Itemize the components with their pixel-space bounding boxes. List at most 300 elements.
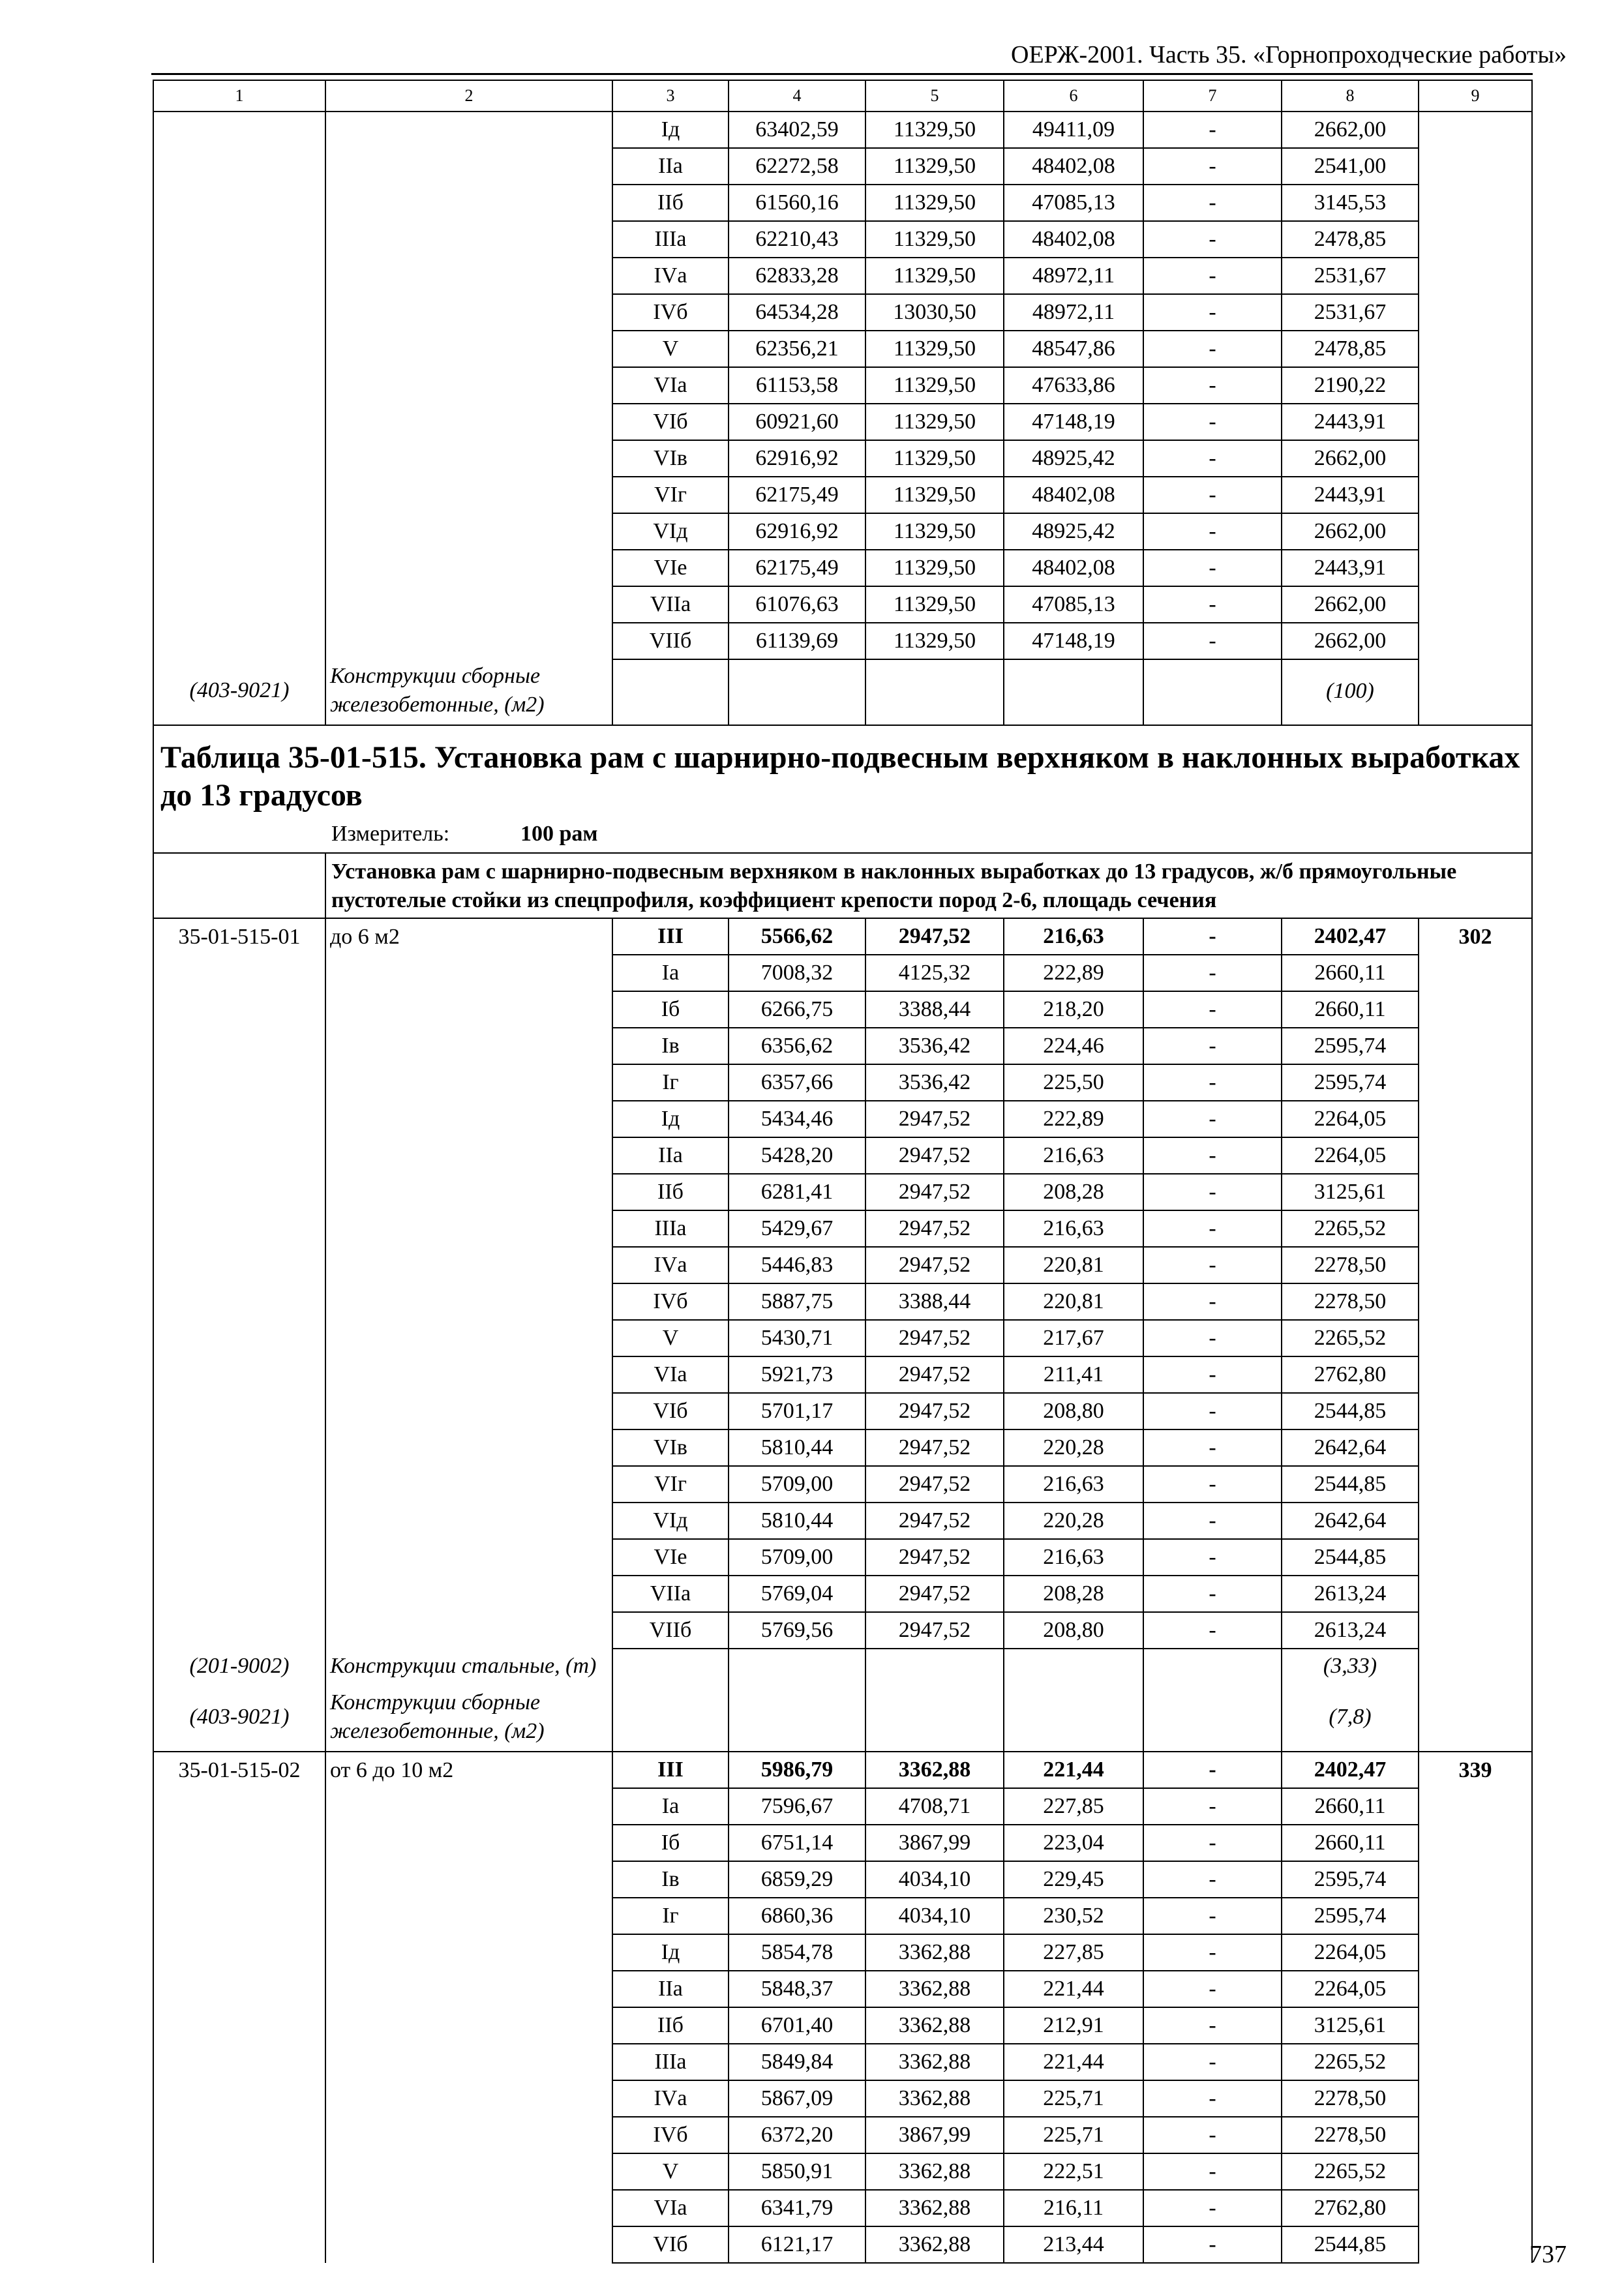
empty-cell — [1419, 513, 1532, 550]
table-row — [153, 1898, 1532, 1934]
machine-cost: 48925,42 — [1004, 513, 1143, 550]
labor-cost: 4125,32 — [865, 955, 1004, 991]
resource-name: Конструкции сборные железобетонные, (м2) — [325, 1686, 612, 1752]
empty-cell — [1419, 955, 1532, 991]
table-row — [153, 185, 1532, 221]
zone-code: IIб — [612, 1174, 729, 1210]
machine-cost: 48972,11 — [1004, 258, 1143, 294]
empty-cell — [1419, 477, 1532, 513]
material-cost: - — [1143, 1576, 1282, 1612]
labor-cost: 13030,50 — [865, 294, 1004, 331]
empty-cell — [1419, 367, 1532, 404]
zone-code: IVа — [612, 258, 729, 294]
empty-cell — [153, 1612, 325, 1649]
material-cost: - — [1143, 1612, 1282, 1649]
labor-hours: 2662,00 — [1282, 586, 1419, 623]
empty-cell — [1143, 1686, 1282, 1752]
labor-hours: 2278,50 — [1282, 2117, 1419, 2153]
column-number: 4 — [729, 80, 865, 112]
zone-code: VIIа — [612, 586, 729, 623]
total-cost: 5709,00 — [729, 1466, 865, 1503]
labor-cost: 11329,50 — [865, 623, 1004, 659]
labor-hours: 2402,47 — [1282, 918, 1419, 955]
zone-code: Iв — [612, 1861, 729, 1898]
material-cost: - — [1143, 2044, 1282, 2080]
zone-code: VIв — [612, 440, 729, 477]
labor-cost: 3362,88 — [865, 2080, 1004, 2117]
table-row — [153, 1393, 1532, 1429]
material-cost: - — [1143, 550, 1282, 586]
zone-code: III — [612, 1752, 729, 1788]
zone-code: Iб — [612, 991, 729, 1028]
labor-hours: 2662,00 — [1282, 623, 1419, 659]
empty-cell — [325, 2226, 612, 2263]
material-cost: - — [1143, 1356, 1282, 1393]
labor-hours: 2264,05 — [1282, 1137, 1419, 1174]
labor-hours: 2265,52 — [1282, 2044, 1419, 2080]
machine-cost: 217,67 — [1004, 1320, 1143, 1356]
total-cost: 62175,49 — [729, 477, 865, 513]
total-cost: 62272,58 — [729, 148, 865, 185]
empty-cell — [325, 2080, 612, 2117]
empty-cell — [1419, 991, 1532, 1028]
total-cost: 6859,29 — [729, 1861, 865, 1898]
labor-hours: 2265,52 — [1282, 1210, 1419, 1247]
labor-hours: 2544,85 — [1282, 1539, 1419, 1576]
empty-cell — [153, 1247, 325, 1283]
empty-cell — [1419, 440, 1532, 477]
empty-cell — [153, 1971, 325, 2007]
zone-code: IIIа — [612, 2044, 729, 2080]
empty-cell — [1419, 1649, 1532, 1686]
empty-cell — [612, 1686, 729, 1752]
machine-cost: 216,63 — [1004, 1466, 1143, 1503]
total-cost: 62356,21 — [729, 331, 865, 367]
table-row — [153, 586, 1532, 623]
zone-code: VIг — [612, 1466, 729, 1503]
empty-cell — [1419, 185, 1532, 221]
labor-hours: 2762,80 — [1282, 1356, 1419, 1393]
machine-cost: 227,85 — [1004, 1934, 1143, 1971]
machine-cost: 220,81 — [1004, 1283, 1143, 1320]
material-cost: - — [1143, 1174, 1282, 1210]
empty-cell — [1419, 1539, 1532, 1576]
empty-cell — [325, 1503, 612, 1539]
zone-code: VIг — [612, 477, 729, 513]
labor-hours: 2443,91 — [1282, 550, 1419, 586]
empty-cell — [1419, 2007, 1532, 2044]
material-cost: - — [1143, 1247, 1282, 1283]
total-cost: 5429,67 — [729, 1210, 865, 1247]
resource-value: (3,33) — [1282, 1649, 1419, 1686]
zone-code: V — [612, 2153, 729, 2190]
total-cost: 5810,44 — [729, 1503, 865, 1539]
zone-code: VIа — [612, 367, 729, 404]
labor-hours: 3145,53 — [1282, 185, 1419, 221]
material-cost: - — [1143, 1971, 1282, 2007]
table-row — [153, 1861, 1532, 1898]
total-cost: 6341,79 — [729, 2190, 865, 2226]
empty-cell — [1419, 1429, 1532, 1466]
machine-cost: 48547,86 — [1004, 331, 1143, 367]
zone-code: VIа — [612, 2190, 729, 2226]
measure-label: Измеритель: — [331, 822, 450, 846]
empty-cell — [153, 1898, 325, 1934]
rate-code: 35-01-515-01 — [153, 918, 325, 955]
resource-name: Конструкции стальные, (т) — [325, 1649, 612, 1686]
machine-cost: 224,46 — [1004, 1028, 1143, 1064]
labor-cost: 11329,50 — [865, 550, 1004, 586]
empty-cell — [1419, 1283, 1532, 1320]
empty-cell — [325, 1788, 612, 1825]
empty-cell — [1419, 112, 1532, 148]
total-cost: 6701,40 — [729, 2007, 865, 2044]
empty-cell — [1419, 1788, 1532, 1825]
total-cost: 61076,63 — [729, 586, 865, 623]
resource-code: (201-9002) — [153, 1649, 325, 1686]
resource-value: (7,8) — [1282, 1686, 1419, 1752]
labor-cost: 3362,88 — [865, 2007, 1004, 2044]
material-cost: - — [1143, 1393, 1282, 1429]
zone-code: VIб — [612, 1393, 729, 1429]
empty-cell — [1419, 1934, 1532, 1971]
machine-cost: 221,44 — [1004, 2044, 1143, 2080]
empty-cell — [612, 659, 729, 725]
empty-cell — [325, 1028, 612, 1064]
header-rule — [151, 73, 1533, 75]
labor-cost: 2947,52 — [865, 1210, 1004, 1247]
material-cost: - — [1143, 918, 1282, 955]
empty-cell — [153, 2153, 325, 2190]
empty-cell — [325, 513, 612, 550]
labor-cost: 3867,99 — [865, 1825, 1004, 1861]
material-cost: - — [1143, 2190, 1282, 2226]
empty-cell — [1419, 221, 1532, 258]
empty-cell — [1419, 1825, 1532, 1861]
labor-hours: 3125,61 — [1282, 1174, 1419, 1210]
extra-code: 339 — [1419, 1752, 1532, 1788]
zone-code: IVб — [612, 294, 729, 331]
material-cost: - — [1143, 294, 1282, 331]
labor-hours: 2662,00 — [1282, 440, 1419, 477]
labor-hours: 2642,64 — [1282, 1429, 1419, 1466]
material-cost: - — [1143, 440, 1282, 477]
table-row — [153, 1576, 1532, 1612]
labor-cost: 11329,50 — [865, 367, 1004, 404]
empty-cell — [325, 2153, 612, 2190]
total-cost: 6356,62 — [729, 1028, 865, 1064]
machine-cost: 48402,08 — [1004, 148, 1143, 185]
zone-code: Iд — [612, 112, 729, 148]
total-cost: 5446,83 — [729, 1247, 865, 1283]
empty-cell — [325, 1861, 612, 1898]
machine-cost: 48925,42 — [1004, 440, 1143, 477]
zone-code: VIб — [612, 404, 729, 440]
page-header-title: ОЕРЖ-2001. Часть 35. «Горнопроходческие работы» — [1011, 41, 1567, 68]
page-number: 737 — [1529, 2241, 1567, 2268]
table-row — [153, 2080, 1532, 2117]
material-cost: - — [1143, 1320, 1282, 1356]
table-row — [153, 623, 1532, 659]
zone-code: Iд — [612, 1101, 729, 1137]
machine-cost: 208,80 — [1004, 1612, 1143, 1649]
empty-cell — [1419, 1247, 1532, 1283]
section-description-row — [153, 853, 1532, 918]
empty-cell — [325, 148, 612, 185]
empty-cell — [153, 1539, 325, 1576]
column-number: 8 — [1282, 80, 1419, 112]
rate-name: от 6 до 10 м2 — [325, 1752, 612, 1788]
total-cost: 5921,73 — [729, 1356, 865, 1393]
labor-hours: 2478,85 — [1282, 221, 1419, 258]
total-cost: 6357,66 — [729, 1064, 865, 1101]
total-cost: 5986,79 — [729, 1752, 865, 1788]
column-number: 1 — [153, 80, 325, 112]
empty-cell — [153, 1825, 325, 1861]
table-title-cell — [153, 725, 1532, 853]
table-row — [153, 2190, 1532, 2226]
machine-cost: 47148,19 — [1004, 404, 1143, 440]
zone-code: IIа — [612, 1137, 729, 1174]
empty-cell — [325, 991, 612, 1028]
material-cost: - — [1143, 1137, 1282, 1174]
machine-cost: 48402,08 — [1004, 550, 1143, 586]
resource-row — [153, 1649, 1532, 1686]
empty-cell — [153, 513, 325, 550]
machine-cost: 221,44 — [1004, 1752, 1143, 1788]
labor-cost: 2947,52 — [865, 1101, 1004, 1137]
machine-cost: 47085,13 — [1004, 586, 1143, 623]
column-number: 2 — [325, 80, 612, 112]
labor-hours: 2265,52 — [1282, 1320, 1419, 1356]
table-row — [153, 955, 1532, 991]
machine-cost: 48402,08 — [1004, 477, 1143, 513]
zone-code: IIа — [612, 148, 729, 185]
machine-cost: 218,20 — [1004, 991, 1143, 1028]
machine-cost: 221,44 — [1004, 1971, 1143, 2007]
zone-code: V — [612, 1320, 729, 1356]
total-cost: 5428,20 — [729, 1137, 865, 1174]
labor-hours: 2278,50 — [1282, 1283, 1419, 1320]
empty-cell — [1419, 1174, 1532, 1210]
labor-cost: 3362,88 — [865, 1752, 1004, 1788]
labor-hours: 2613,24 — [1282, 1612, 1419, 1649]
material-cost: - — [1143, 1028, 1282, 1064]
table-row — [153, 1210, 1532, 1247]
machine-cost: 225,71 — [1004, 2117, 1143, 2153]
machine-cost: 48402,08 — [1004, 221, 1143, 258]
labor-cost: 11329,50 — [865, 404, 1004, 440]
total-cost: 62210,43 — [729, 221, 865, 258]
empty-cell — [325, 1612, 612, 1649]
labor-hours: 2660,11 — [1282, 955, 1419, 991]
empty-cell — [1143, 1649, 1282, 1686]
labor-cost: 2947,52 — [865, 1539, 1004, 1576]
labor-cost: 3362,88 — [865, 1934, 1004, 1971]
empty-cell — [153, 955, 325, 991]
labor-hours: 2595,74 — [1282, 1064, 1419, 1101]
labor-hours: 2402,47 — [1282, 1752, 1419, 1788]
empty-cell — [325, 1283, 612, 1320]
total-cost: 5848,37 — [729, 1971, 865, 2007]
labor-cost: 11329,50 — [865, 586, 1004, 623]
machine-cost: 222,51 — [1004, 2153, 1143, 2190]
empty-cell — [153, 2044, 325, 2080]
empty-cell — [325, 477, 612, 513]
empty-cell — [1419, 1898, 1532, 1934]
labor-hours: 3125,61 — [1282, 2007, 1419, 2044]
labor-hours: 2595,74 — [1282, 1898, 1419, 1934]
table-row — [153, 2117, 1532, 2153]
table-row — [153, 1934, 1532, 1971]
labor-hours: 2660,11 — [1282, 1788, 1419, 1825]
total-cost: 6372,20 — [729, 2117, 865, 2153]
resource-code: (403-9021) — [153, 1686, 325, 1752]
material-cost: - — [1143, 513, 1282, 550]
table-row — [153, 2153, 1532, 2190]
table-row — [153, 991, 1532, 1028]
empty-cell — [1419, 258, 1532, 294]
empty-cell — [153, 148, 325, 185]
material-cost: - — [1143, 1752, 1282, 1788]
zone-code: IVа — [612, 2080, 729, 2117]
table-row — [153, 1101, 1532, 1137]
table-row — [153, 1825, 1532, 1861]
empty-cell — [325, 1247, 612, 1283]
empty-cell — [1419, 1101, 1532, 1137]
total-cost: 6266,75 — [729, 991, 865, 1028]
empty-cell — [1419, 294, 1532, 331]
empty-cell — [1419, 659, 1532, 725]
total-cost: 7008,32 — [729, 955, 865, 991]
zone-code: IVа — [612, 1247, 729, 1283]
empty-cell — [325, 2190, 612, 2226]
table-row — [153, 513, 1532, 550]
empty-cell — [153, 550, 325, 586]
table-row — [153, 331, 1532, 367]
empty-cell — [325, 294, 612, 331]
zone-code: VIд — [612, 513, 729, 550]
zone-code: Iг — [612, 1064, 729, 1101]
machine-cost: 49411,09 — [1004, 112, 1143, 148]
table-row — [153, 2226, 1532, 2263]
empty-cell — [1419, 2153, 1532, 2190]
labor-hours: 2278,50 — [1282, 1247, 1419, 1283]
labor-hours: 2443,91 — [1282, 404, 1419, 440]
labor-hours: 2278,50 — [1282, 2080, 1419, 2117]
machine-cost: 208,80 — [1004, 1393, 1143, 1429]
empty-cell — [325, 2117, 612, 2153]
empty-cell — [153, 1466, 325, 1503]
total-cost: 6751,14 — [729, 1825, 865, 1861]
table-row — [153, 1247, 1532, 1283]
material-cost: - — [1143, 2080, 1282, 2117]
machine-cost: 208,28 — [1004, 1174, 1143, 1210]
labor-cost: 2947,52 — [865, 918, 1004, 955]
empty-cell — [1419, 586, 1532, 623]
table-row — [153, 1028, 1532, 1064]
material-cost: - — [1143, 1210, 1282, 1247]
empty-cell — [1419, 1356, 1532, 1393]
machine-cost: 213,44 — [1004, 2226, 1143, 2263]
table-row — [153, 404, 1532, 440]
machine-cost: 225,50 — [1004, 1064, 1143, 1101]
resource-name: Конструкции сборные железобетонные, (м2) — [325, 659, 612, 725]
empty-cell — [153, 2080, 325, 2117]
empty-cell — [325, 1576, 612, 1612]
labor-hours: 2478,85 — [1282, 331, 1419, 367]
table-title: Таблица 35-01-515. Установка рам с шарнирно-подвесным верхняком в наклонных выработках до 13 градусов — [160, 740, 1520, 813]
labor-cost: 3362,88 — [865, 2153, 1004, 2190]
empty-cell — [325, 1210, 612, 1247]
total-cost: 62833,28 — [729, 258, 865, 294]
empty-cell — [153, 1393, 325, 1429]
total-cost: 5867,09 — [729, 2080, 865, 2117]
zone-code: Iг — [612, 1898, 729, 1934]
zone-code: VIIб — [612, 623, 729, 659]
empty-cell — [729, 659, 865, 725]
price-table — [153, 80, 1533, 2264]
empty-cell — [325, 955, 612, 991]
zone-code: Iб — [612, 1825, 729, 1861]
labor-cost: 2947,52 — [865, 1393, 1004, 1429]
labor-cost: 3362,88 — [865, 1971, 1004, 2007]
machine-cost: 220,28 — [1004, 1429, 1143, 1466]
empty-cell — [325, 1466, 612, 1503]
empty-cell — [1419, 404, 1532, 440]
material-cost: - — [1143, 404, 1282, 440]
labor-cost: 11329,50 — [865, 185, 1004, 221]
total-cost: 5810,44 — [729, 1429, 865, 1466]
empty-cell — [1419, 1137, 1532, 1174]
empty-cell — [153, 2190, 325, 2226]
empty-cell — [325, 2044, 612, 2080]
material-cost: - — [1143, 991, 1282, 1028]
total-cost: 7596,67 — [729, 1788, 865, 1825]
empty-cell — [325, 221, 612, 258]
empty-cell — [1419, 1466, 1532, 1503]
material-cost: - — [1143, 1503, 1282, 1539]
table-row — [153, 1539, 1532, 1576]
total-cost: 5566,62 — [729, 918, 865, 955]
material-cost: - — [1143, 1934, 1282, 1971]
machine-cost: 216,63 — [1004, 918, 1143, 955]
labor-cost: 3388,44 — [865, 991, 1004, 1028]
empty-cell — [153, 404, 325, 440]
zone-code: IIIа — [612, 1210, 729, 1247]
table-row — [153, 294, 1532, 331]
table-row — [153, 1137, 1532, 1174]
machine-cost: 223,04 — [1004, 1825, 1143, 1861]
machine-cost: 47633,86 — [1004, 367, 1143, 404]
empty-cell — [1419, 1861, 1532, 1898]
material-cost: - — [1143, 2226, 1282, 2263]
machine-cost: 216,11 — [1004, 2190, 1143, 2226]
empty-cell — [612, 1649, 729, 1686]
zone-code: IIб — [612, 185, 729, 221]
table-row — [153, 1320, 1532, 1356]
empty-cell — [325, 2007, 612, 2044]
labor-hours: 2265,52 — [1282, 2153, 1419, 2190]
table-row — [153, 1356, 1532, 1393]
total-cost: 61153,58 — [729, 367, 865, 404]
labor-cost: 2947,52 — [865, 1576, 1004, 1612]
empty-cell — [153, 112, 325, 148]
material-cost: - — [1143, 221, 1282, 258]
total-cost: 5850,91 — [729, 2153, 865, 2190]
zone-code: Iв — [612, 1028, 729, 1064]
resource-row — [153, 1686, 1532, 1752]
